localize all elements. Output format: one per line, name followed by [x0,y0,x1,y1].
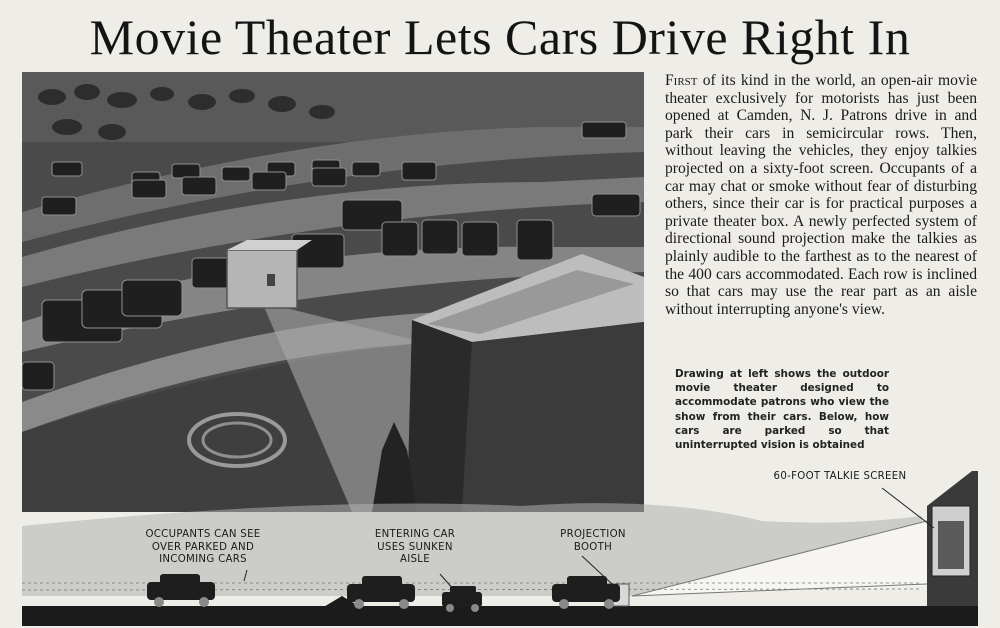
illustration-caption: Drawing at left shows the outdoor movie theater designed to accommodate patrons who view the show from their cars. Below, how cars are parked so that uninterrupted vision is obtained [675,368,889,452]
label-screen: 60-FOOT TALKIE SCREEN [773,471,907,482]
label-projection-booth: PROJECTION BOOTH [560,529,626,553]
label-entering-car: ENTERING CAR USES SUNKEN AISLE [374,529,456,565]
headline: Movie Theater Lets Cars Drive Right In [89,9,911,65]
article-lead: First [665,72,698,89]
article-body [665,72,977,318]
drive-in-theater-illustration [22,72,644,512]
article-text: of its kind in the world, an open-air movie theater exclusively for motorists has just been opened at Camden, N. J. Patrons drive in and park their cars in semicircular rows. Then, without leaving the vehicles, they enjoy talkies projected on a sixty-foot screen. Occupants of a car may chat or smoke without fear of disturbing others, since their car is for practical purposes a private theater box. A newly perfected system of directional sound projection make the talkies as plainly audible to the farthest as to the nearest of the 400 cars accommodated. Each row is inclined so that cars may use the rear part as an aisle without interrupting anyone's view. [665,72,977,318]
label-occupants: OCCUPANTS CAN SEE OVER PARKED AND INCOMING CARS [145,529,261,565]
